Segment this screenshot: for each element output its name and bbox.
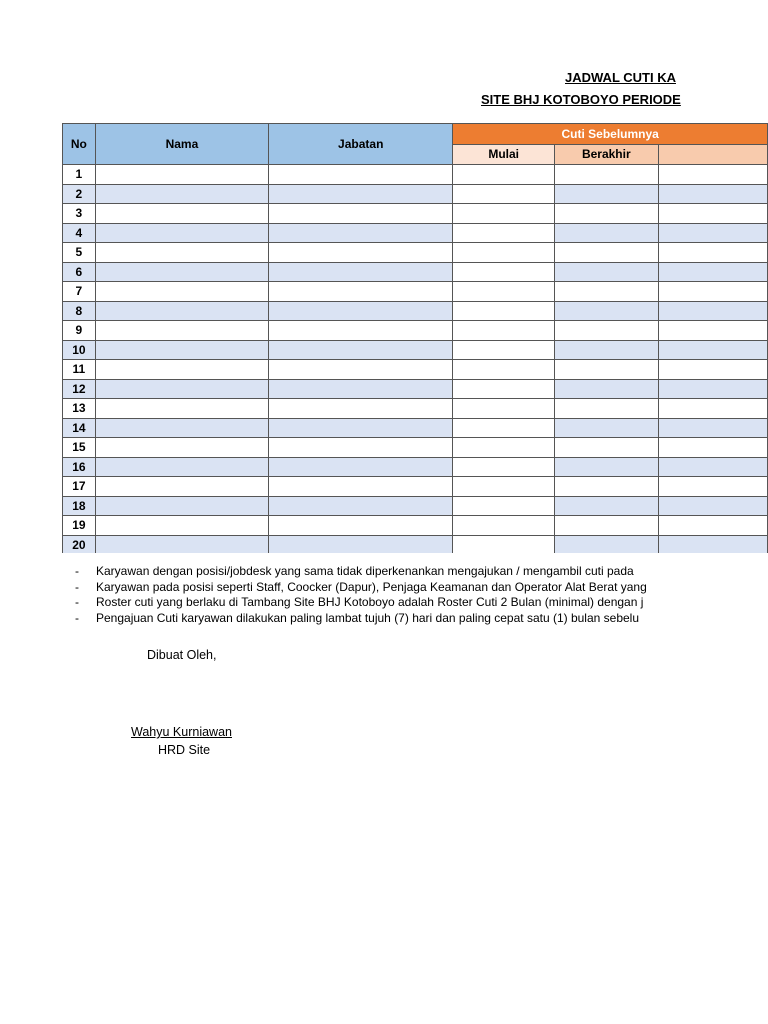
cell-nama[interactable]	[95, 301, 268, 321]
row-number: 5	[63, 243, 96, 263]
row-number: 15	[63, 438, 96, 458]
row-number: 8	[63, 301, 96, 321]
cell-extra[interactable]	[658, 438, 767, 458]
cell-berakhir[interactable]	[554, 496, 658, 516]
table-body	[63, 165, 768, 554]
cell-jabatan[interactable]	[269, 516, 453, 536]
cell-mulai[interactable]	[453, 321, 555, 341]
cell-extra[interactable]	[658, 399, 767, 419]
cell-extra[interactable]	[658, 262, 767, 282]
cell-extra[interactable]	[658, 477, 767, 497]
cell-mulai[interactable]	[453, 262, 555, 282]
cell-nama[interactable]	[95, 321, 268, 341]
cell-jabatan[interactable]	[269, 399, 453, 419]
cell-mulai[interactable]	[453, 457, 555, 477]
cell-jabatan[interactable]	[269, 301, 453, 321]
cell-jabatan[interactable]	[269, 262, 453, 282]
cell-nama[interactable]	[95, 477, 268, 497]
cell-jabatan[interactable]	[269, 184, 453, 204]
note-text: Karyawan dengan posisi/jobdesk yang sama tidak diperkenankan mengajukan / mengambil cuti pada	[96, 564, 634, 578]
cell-nama[interactable]	[95, 243, 268, 263]
cell-mulai[interactable]	[453, 301, 555, 321]
cell-jabatan[interactable]	[269, 321, 453, 341]
cell-mulai[interactable]	[453, 477, 555, 497]
cell-berakhir[interactable]	[554, 321, 658, 341]
cell-mulai[interactable]	[453, 165, 555, 185]
cell-berakhir[interactable]	[554, 340, 658, 360]
cell-berakhir[interactable]	[554, 165, 658, 185]
leave-schedule-table-area	[62, 123, 768, 553]
cell-berakhir[interactable]	[554, 379, 658, 399]
table-row	[63, 262, 768, 282]
cell-berakhir[interactable]	[554, 204, 658, 224]
cell-nama[interactable]	[95, 457, 268, 477]
cell-nama[interactable]	[95, 165, 268, 185]
header-berakhir: Berakhir	[554, 144, 658, 165]
cell-nama[interactable]	[95, 379, 268, 399]
row-number: 14	[63, 418, 96, 438]
cell-mulai[interactable]	[453, 418, 555, 438]
cell-berakhir[interactable]	[554, 184, 658, 204]
cell-jabatan[interactable]	[269, 223, 453, 243]
leave-schedule-table	[62, 123, 768, 553]
header-cuti-sebelumnya: Cuti Sebelumnya	[453, 124, 768, 145]
cell-berakhir[interactable]	[554, 360, 658, 380]
row-number: 9	[63, 321, 96, 341]
table-row	[63, 321, 768, 341]
cell-nama[interactable]	[95, 262, 268, 282]
note-bullet: -	[75, 595, 79, 609]
cell-jabatan[interactable]	[269, 340, 453, 360]
table-row	[63, 340, 768, 360]
row-number: 18	[63, 496, 96, 516]
cell-extra[interactable]	[658, 243, 767, 263]
cell-jabatan[interactable]	[269, 477, 453, 497]
note-bullet: -	[75, 579, 79, 594]
table-row	[63, 360, 768, 380]
cell-jabatan[interactable]	[269, 243, 453, 263]
signatory-name: Wahyu Kurniawan	[131, 725, 232, 739]
cell-jabatan[interactable]	[269, 457, 453, 477]
cell-berakhir[interactable]	[554, 399, 658, 419]
notes-list	[75, 564, 768, 626]
cell-extra[interactable]	[658, 301, 767, 321]
row-number: 3	[63, 204, 96, 224]
table-row	[63, 301, 768, 321]
document-subtitle: SITE BHJ KOTOBOYO PERIODE	[481, 92, 681, 107]
row-number: 2	[63, 184, 96, 204]
table-row	[63, 165, 768, 185]
cell-mulai[interactable]	[453, 516, 555, 536]
cell-extra[interactable]	[658, 379, 767, 399]
note-text: Pengajuan Cuti karyawan dilakukan paling lambat tujuh (7) hari dan paling cepat satu (1) bulan sebelu	[96, 610, 640, 625]
cell-nama[interactable]	[95, 340, 268, 360]
cell-nama[interactable]	[95, 223, 268, 243]
cell-jabatan[interactable]	[269, 379, 453, 399]
cell-nama[interactable]	[95, 438, 268, 458]
cell-berakhir[interactable]	[554, 457, 658, 477]
cell-nama[interactable]	[95, 418, 268, 438]
row-number: 13	[63, 399, 96, 419]
cell-mulai[interactable]	[453, 282, 555, 302]
table-row	[63, 535, 768, 553]
cell-jabatan[interactable]	[269, 496, 453, 516]
cell-extra[interactable]	[658, 340, 767, 360]
cell-extra[interactable]	[658, 223, 767, 243]
cell-extra[interactable]	[658, 535, 767, 553]
document-title: JADWAL CUTI KA	[565, 70, 676, 85]
cell-mulai[interactable]	[453, 496, 555, 516]
table-row	[63, 379, 768, 399]
cell-berakhir[interactable]	[554, 262, 658, 282]
cell-mulai[interactable]	[453, 223, 555, 243]
row-number: 20	[63, 535, 96, 553]
table-row	[63, 184, 768, 204]
cell-berakhir[interactable]	[554, 243, 658, 263]
header-mulai: Mulai	[453, 144, 555, 165]
cell-nama[interactable]	[95, 204, 268, 224]
cell-berakhir[interactable]	[554, 438, 658, 458]
note-item	[75, 611, 768, 627]
row-number: 7	[63, 282, 96, 302]
cell-nama[interactable]	[95, 535, 268, 553]
cell-mulai[interactable]	[453, 438, 555, 458]
table-row	[63, 457, 768, 477]
table-row	[63, 438, 768, 458]
row-number: 6	[63, 262, 96, 282]
note-text: Karyawan pada posisi seperti Staff, Coocker (Dapur), Penjaga Keamanan dan Operator Alat Berat yang	[96, 579, 647, 594]
cell-extra[interactable]	[658, 204, 767, 224]
row-number: 11	[63, 360, 96, 380]
header-extra	[658, 144, 767, 165]
cell-extra[interactable]	[658, 282, 767, 302]
cell-nama[interactable]	[95, 360, 268, 380]
header-jabatan: Jabatan	[269, 124, 453, 165]
table-row	[63, 399, 768, 419]
cell-berakhir[interactable]	[554, 301, 658, 321]
cell-extra[interactable]	[658, 418, 767, 438]
table-row	[63, 282, 768, 302]
cell-extra[interactable]	[658, 321, 767, 341]
note-bullet: -	[75, 564, 79, 578]
row-number: 16	[63, 457, 96, 477]
cell-berakhir[interactable]	[554, 535, 658, 553]
row-number: 10	[63, 340, 96, 360]
cell-mulai[interactable]	[453, 535, 555, 553]
table-row	[63, 223, 768, 243]
cell-extra[interactable]	[658, 184, 767, 204]
cell-extra[interactable]	[658, 516, 767, 536]
header-nama: Nama	[95, 124, 268, 165]
cell-jabatan[interactable]	[269, 438, 453, 458]
cell-mulai[interactable]	[453, 243, 555, 263]
cell-berakhir[interactable]	[554, 418, 658, 438]
cell-berakhir[interactable]	[554, 477, 658, 497]
row-number: 4	[63, 223, 96, 243]
cell-nama[interactable]	[95, 399, 268, 419]
header-no: No	[63, 124, 96, 165]
cell-berakhir[interactable]	[554, 282, 658, 302]
table-row	[63, 477, 768, 497]
signatory-position: HRD Site	[158, 743, 211, 757]
row-number: 12	[63, 379, 96, 399]
note-item	[75, 595, 768, 611]
cell-jabatan[interactable]	[269, 535, 453, 553]
row-number: 17	[63, 477, 96, 497]
cell-mulai[interactable]	[453, 340, 555, 360]
note-bullet: -	[75, 610, 79, 625]
table-row	[63, 496, 768, 516]
cell-berakhir[interactable]	[554, 516, 658, 536]
cell-berakhir[interactable]	[554, 223, 658, 243]
cell-jabatan[interactable]	[269, 418, 453, 438]
cell-nama[interactable]	[95, 184, 268, 204]
cell-mulai[interactable]	[453, 399, 555, 419]
table-row	[63, 516, 768, 536]
cell-nama[interactable]	[95, 516, 268, 536]
cell-jabatan[interactable]	[269, 282, 453, 302]
cell-jabatan[interactable]	[269, 204, 453, 224]
note-item	[75, 564, 768, 580]
cell-nama[interactable]	[95, 282, 268, 302]
table-row	[63, 204, 768, 224]
cell-mulai[interactable]	[453, 204, 555, 224]
row-number: 1	[63, 165, 96, 185]
prepared-by-label: Dibuat Oleh,	[147, 648, 217, 662]
cell-nama[interactable]	[95, 496, 268, 516]
table-row	[63, 243, 768, 263]
note-item	[75, 580, 768, 596]
cell-jabatan[interactable]	[269, 165, 453, 185]
cell-mulai[interactable]	[453, 379, 555, 399]
note-text: Roster cuti yang berlaku di Tambang Site BHJ Kotoboyo adalah Roster Cuti 2 Bulan (minimal) dengan j	[96, 595, 644, 609]
cell-extra[interactable]	[658, 360, 767, 380]
cell-mulai[interactable]	[453, 184, 555, 204]
cell-mulai[interactable]	[453, 360, 555, 380]
cell-jabatan[interactable]	[269, 360, 453, 380]
cell-extra[interactable]	[658, 457, 767, 477]
cell-extra[interactable]	[658, 165, 767, 185]
row-number: 19	[63, 516, 96, 536]
table-row	[63, 418, 768, 438]
cell-extra[interactable]	[658, 496, 767, 516]
